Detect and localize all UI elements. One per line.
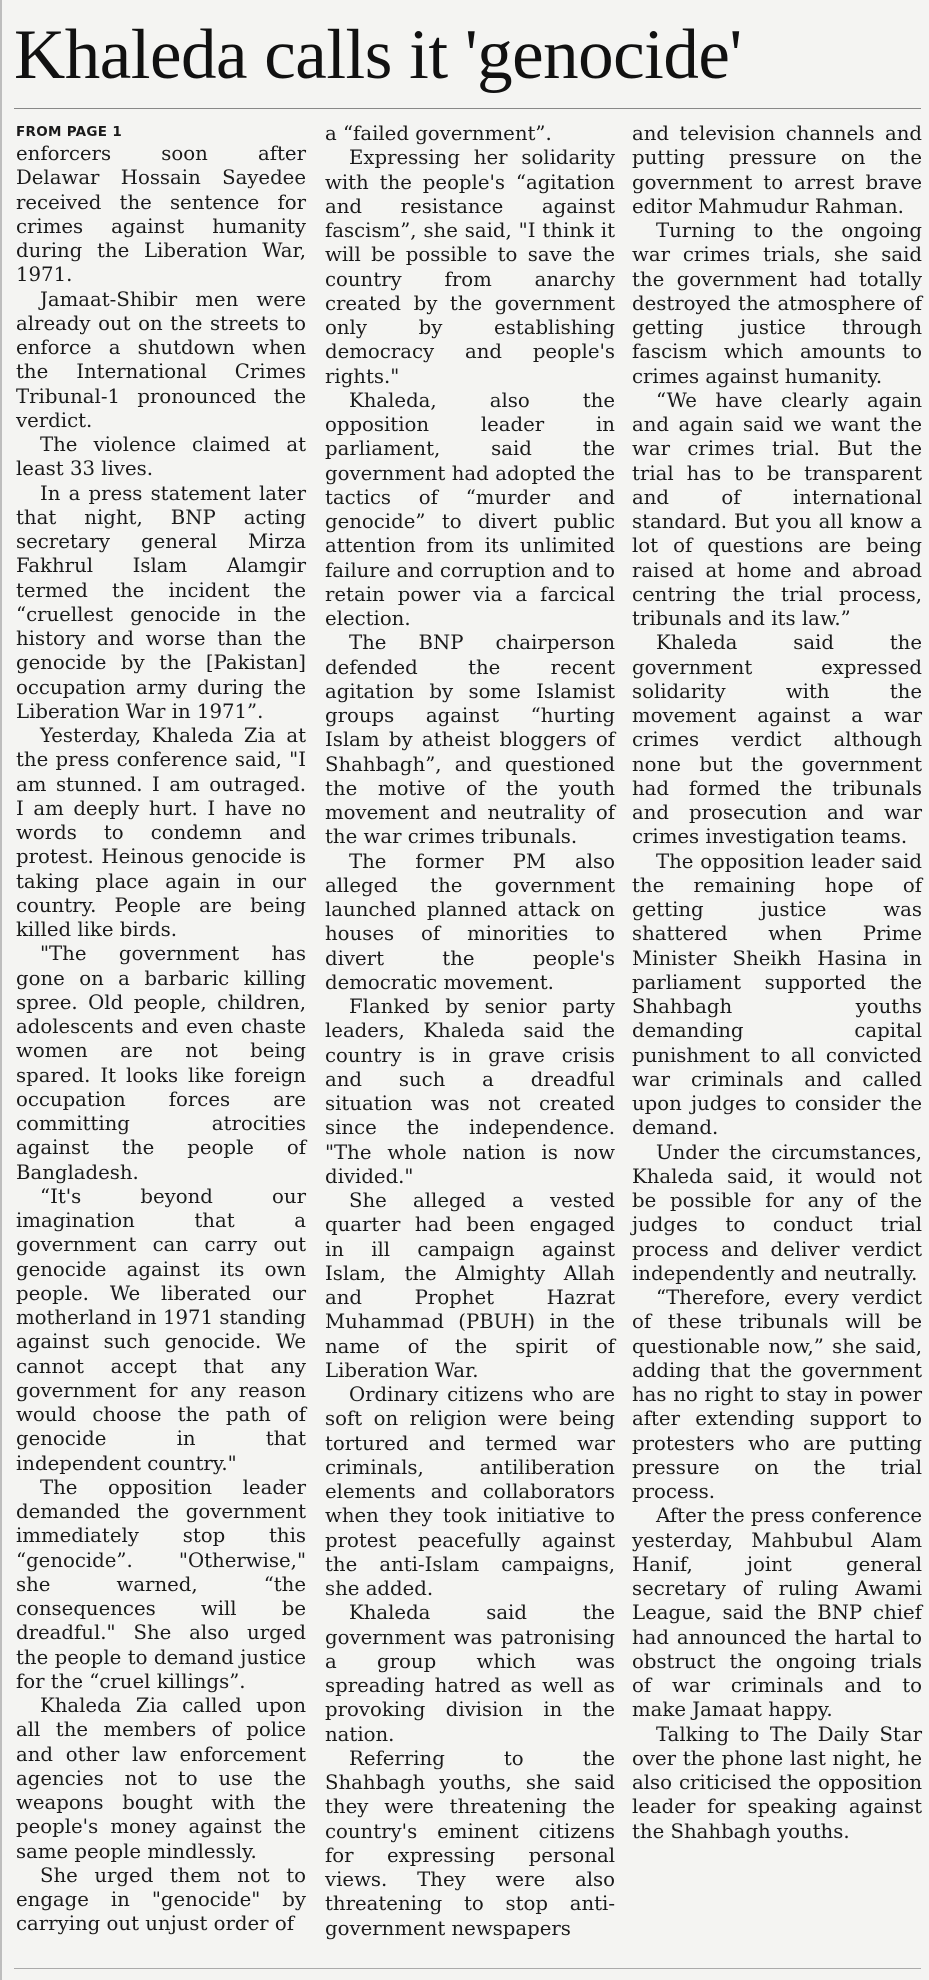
paragraph: and television channels and putting pressure on the government to arrest brave editor Mahmudur Rahman. <box>632 122 922 218</box>
paragraph: Khaleda said the government expressed solidarity with the movement against a war crimes verdict although none but the government had formed the tribunals and prosecution and war crimes investigation teams. <box>632 631 922 849</box>
paragraph: Referring to the Shahbagh youths, she said they were threatening the country's eminent citizens for expressing personal views. They were also threatening to stop anti-government newspapers <box>325 1746 615 1940</box>
paragraph: Yesterday, Khaleda Zia at the press conference said, "I am stunned. I am outraged. I am deeply hurt. I have no words to condemn and protest. Heinous genocide is taking place again in our country. People are being killed like birds. <box>16 724 306 941</box>
continuation-kicker: FROM PAGE 1 <box>16 124 123 140</box>
paragraph: Flanked by senior party leaders, Khaleda said the country is in grave crisis and such a dreadful situation was not created since the independence. "The whole nation is now divided." <box>325 995 615 1188</box>
paragraph: Talking to The Daily Star over the phone last night, he also criticised the opposition leader for speaking against the Shahbagh youths. <box>632 1722 922 1843</box>
article-column-1 <box>16 122 306 1937</box>
paragraph: Khaleda, also the opposition leader in parliament, said the government had adopted the tactics of “murder and genocide” to divert public attention from its unlimited failure and corruption and to retain power via a farcical election. <box>325 388 615 630</box>
paragraph: Khaleda said the government was patronising a group which was spreading hatred as well as provoking division in the nation. <box>325 1601 615 1746</box>
paragraph: The violence claimed at least 33 lives. <box>16 433 306 481</box>
headline-rule <box>14 108 921 109</box>
paragraph: The BNP chairperson defended the recent agitation by some Islamist groups against “hurting Islam by atheist bloggers of Shahbagh”, and questioned the motive of the youth movement and neutrality of the war crimes tribunals. <box>325 631 615 849</box>
paragraph: Jamaat-Shibir men were already out on the streets to enforce a shutdown when the International Crimes Tribunal-1 pronounced the verdict. <box>16 287 306 432</box>
paragraph: enforcers soon after Delawar Hossain Sayedee received the sentence for crimes against humanity during the Liberation War, 1971. <box>16 142 306 287</box>
paragraph: The opposition leader said the remaining hope of getting justice was shattered when Prime Minister Sheikh Hasina in parliament supported the Shahbagh youths demanding capital punishment to all convicted war criminals and called upon judges to consider the demand. <box>632 849 922 1140</box>
paragraph: “We have clearly again and again said we want the war crimes trial. But the trial has to be transparent and of international standard. But you all know a lot of questions are being raised at home and abroad centring the trial process, tribunals and its law.” <box>632 388 922 630</box>
paragraph: Expressing her solidarity with the people's “agitation and resistance against fascism”, she said, "I think it will be possible to save the country from anarchy created by the government only by establishing democracy and people's rights." <box>325 146 615 388</box>
paragraph: "The government has gone on a barbaric killing spree. Old people, children, adolescents and even chaste women are not being spared. It looks like foreign occupation forces are committing atrocities against the people of Bangladesh. <box>16 942 306 1184</box>
paragraph: The opposition leader demanded the government immediately stop this “genocide”. "Otherwise," she warned, “the consequences will be dreadful." She also urged the people to demand justice for the “cruel killings”. <box>16 1475 306 1693</box>
headline: Khaleda calls it 'genocide' <box>14 16 742 94</box>
paragraph: She urged them not to engage in "genocide" by carrying out unjust order of <box>16 1863 306 1936</box>
paragraph: She alleged a vested quarter had been engaged in ill campaign against Islam, the Almighty Allah and Prophet Hazrat Muhammad (PBUH) in the name of the spirit of Liberation War. <box>325 1189 615 1382</box>
paragraph: Khaleda Zia called upon all the members of police and other law enforcement agencies not to use the weapons bought with the people's money against the same people mindlessly. <box>16 1694 306 1863</box>
article-column-2 <box>325 122 615 1941</box>
bottom-rule <box>14 1968 921 1969</box>
paragraph: After the press conference yesterday, Mahbubul Alam Hanif, joint general secretary of ruling Awami League, said the BNP chief had announced the hartal to obstruct the ongoing trials of war criminals and to make Jamaat happy. <box>632 1504 922 1722</box>
article-column-3 <box>632 122 922 1844</box>
paragraph: “Therefore, every verdict of these tribunals will be questionable now,” she said, adding that the government has no right to stay in power after extending support to protesters who are putting pressure on the trial process. <box>632 1286 922 1503</box>
paragraph: The former PM also alleged the government launched planned attack on houses of minorities to divert the people's democratic movement. <box>325 849 615 994</box>
paragraph: Turning to the ongoing war crimes trials, she said the government had totally destroyed the atmosphere of getting justice through fascism which amounts to crimes against humanity. <box>632 219 922 388</box>
paragraph: a “failed government”. <box>325 122 552 145</box>
paragraph: “It's beyond our imagination that a government can carry out genocide against its own people. We liberated our motherland in 1971 standing against such genocide. We cannot accept that any government for any reason would choose the path of genocide in that independent country." <box>16 1184 306 1475</box>
paragraph: Under the circumstances, Khaleda said, it would not be possible for any of the judges to conduct trial process and deliver verdict independently and neutrally. <box>632 1140 922 1285</box>
paragraph: Ordinary citizens who are soft on religion were being tortured and termed war criminals, antiliberation elements and collaborators when they took initiative to protest peacefully against the anti-Islam campaigns, she added. <box>325 1383 615 1600</box>
paragraph: In a press statement later that night, BNP acting secretary general Mirza Fakhrul Islam Alamgir termed the incident the “cruellest genocide in the history and worse than the genocide by the [Pakistan] occupation army during the Liberation War in 1971”. <box>16 481 306 723</box>
